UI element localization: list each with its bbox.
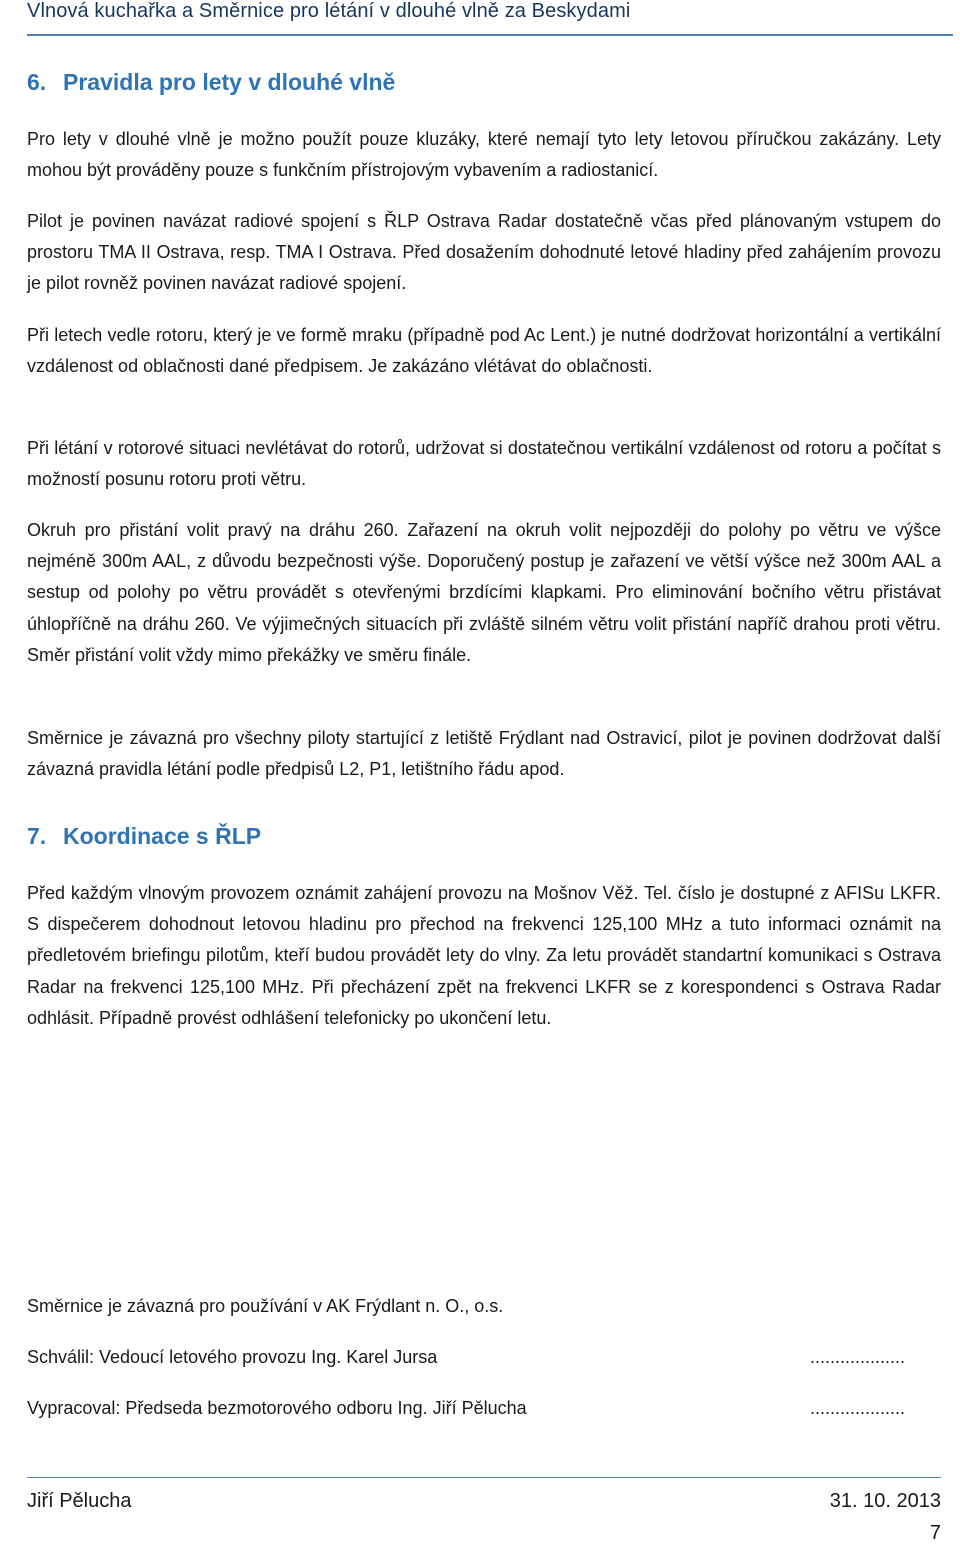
page-header xyxy=(27,0,953,36)
section-7-title: Koordinace s ŘLP xyxy=(63,823,262,849)
section-6-heading xyxy=(27,64,941,100)
paragraph: Pro lety v dlouhé vlně je možno použít pouze kluzáky, které nemají tyto lety letovou příručkou zakázány. Lety mohou být prováděny pouze s funkčním přístrojovým vybavením a radiostanicí. xyxy=(27,129,941,181)
paragraph: Při létání v rotorové situaci nevlétávat do rotorů, udržovat si dostatečnou vertikální vzdálenost od rotoru a počítat s možností posunu rotoru proti větru. xyxy=(27,438,941,490)
prepared-signature-dots: ................... xyxy=(810,1398,906,1418)
prepared-text: Vypracoval: Předseda bezmotorového odboru Ing. Jiří Pělucha xyxy=(27,1398,527,1418)
approved-signature-dots: ................... xyxy=(810,1347,906,1367)
page-number: 7 xyxy=(929,1522,941,1544)
paragraph: Směrnice je závazná pro všechny piloty startující z letiště Frýdlant nad Ostravicí, pilot je povinen dodržovat další závazná pravidla létání podle předpisů L2, P1, letištního řádu apod. xyxy=(27,728,941,780)
footer-author: Jiří Pělucha xyxy=(27,1490,132,1512)
footer-date: 31. 10. 2013 xyxy=(829,1490,941,1512)
prepared-row xyxy=(27,1394,941,1422)
validity-statement xyxy=(27,1292,941,1320)
approved-row xyxy=(27,1343,941,1371)
approved-text: Schválil: Vedoucí letového provozu Ing. Karel Jursa xyxy=(27,1347,438,1367)
paragraph: Pilot je povinen navázat radiové spojení s ŘLP Ostrava Radar dostatečně včas před plánovaným vstupem do prostoru TMA II Ostrava, resp. TMA I Ostrava. Před dosažením dohodnuté letové hladiny před zahájením provozu je pilot rovněž povinen navázat radiové spojení. xyxy=(27,211,941,294)
page-footer xyxy=(27,1477,941,1522)
paragraph: Při letech vedle rotoru, který je ve formě mraku (případně pod Ac Lent.) je nutné dodržovat horizontální a vertikální vzdálenost od oblačnosti dané předpisem. Je zakázáno vlétávat do oblačnosti. xyxy=(27,325,941,377)
header-title: Vlnová kuchařka a Směrnice pro létání v dlouhé vlně za Beskydami xyxy=(27,0,631,22)
validity-text: Směrnice je závazná pro používání v AK Frýdlant n. O., o.s. xyxy=(27,1296,504,1316)
section-6-title: Pravidla pro lety v dlouhé vlně xyxy=(63,69,396,95)
paragraph: Okruh pro přistání volit pravý na dráhu 260. Zařazení na okruh volit nejpozději do polohy po větru ve výšce nejméně 300m AAL, z důvodu bezpečnosti výše. Doporučený postup je zařazení ve větší výšce než 300m AAL a sestup od polohy po větru provádět s otevřenými brzdícími klapkami. Pro eliminování bočního větru přistávat úhlopříčně na dráhu 260. Ve výjimečných situacích při zvláště silném větru volit přistání napříč drahou proti větru. Směr přistání volit vždy mimo překážky ve směru finále. xyxy=(27,520,941,665)
section-7-heading xyxy=(27,818,941,854)
section-6-number: 6. xyxy=(27,69,47,95)
paragraph: Před každým vlnovým provozem oznámit zahájení provozu na Mošnov Věž. Tel. číslo je dostupné z AFISu LKFR. S dispečerem dohodnout letovou hladinu pro přechod na frekvenci 125,100 MHz a tuto informaci oznámit na předletovém briefingu pilotům, kteří budou provádět lety do vlny. Za letu provádět standartní komunikaci s Ostrava Radar na frekvenci 125,100 MHz. Při přecházení zpět na frekvenci LKFR se z korespondenci s Ostrava Radar odhlásit. Případně provést odhlášení telefonicky po ukončení letu. xyxy=(27,883,941,1028)
section-7-number: 7. xyxy=(27,823,47,849)
